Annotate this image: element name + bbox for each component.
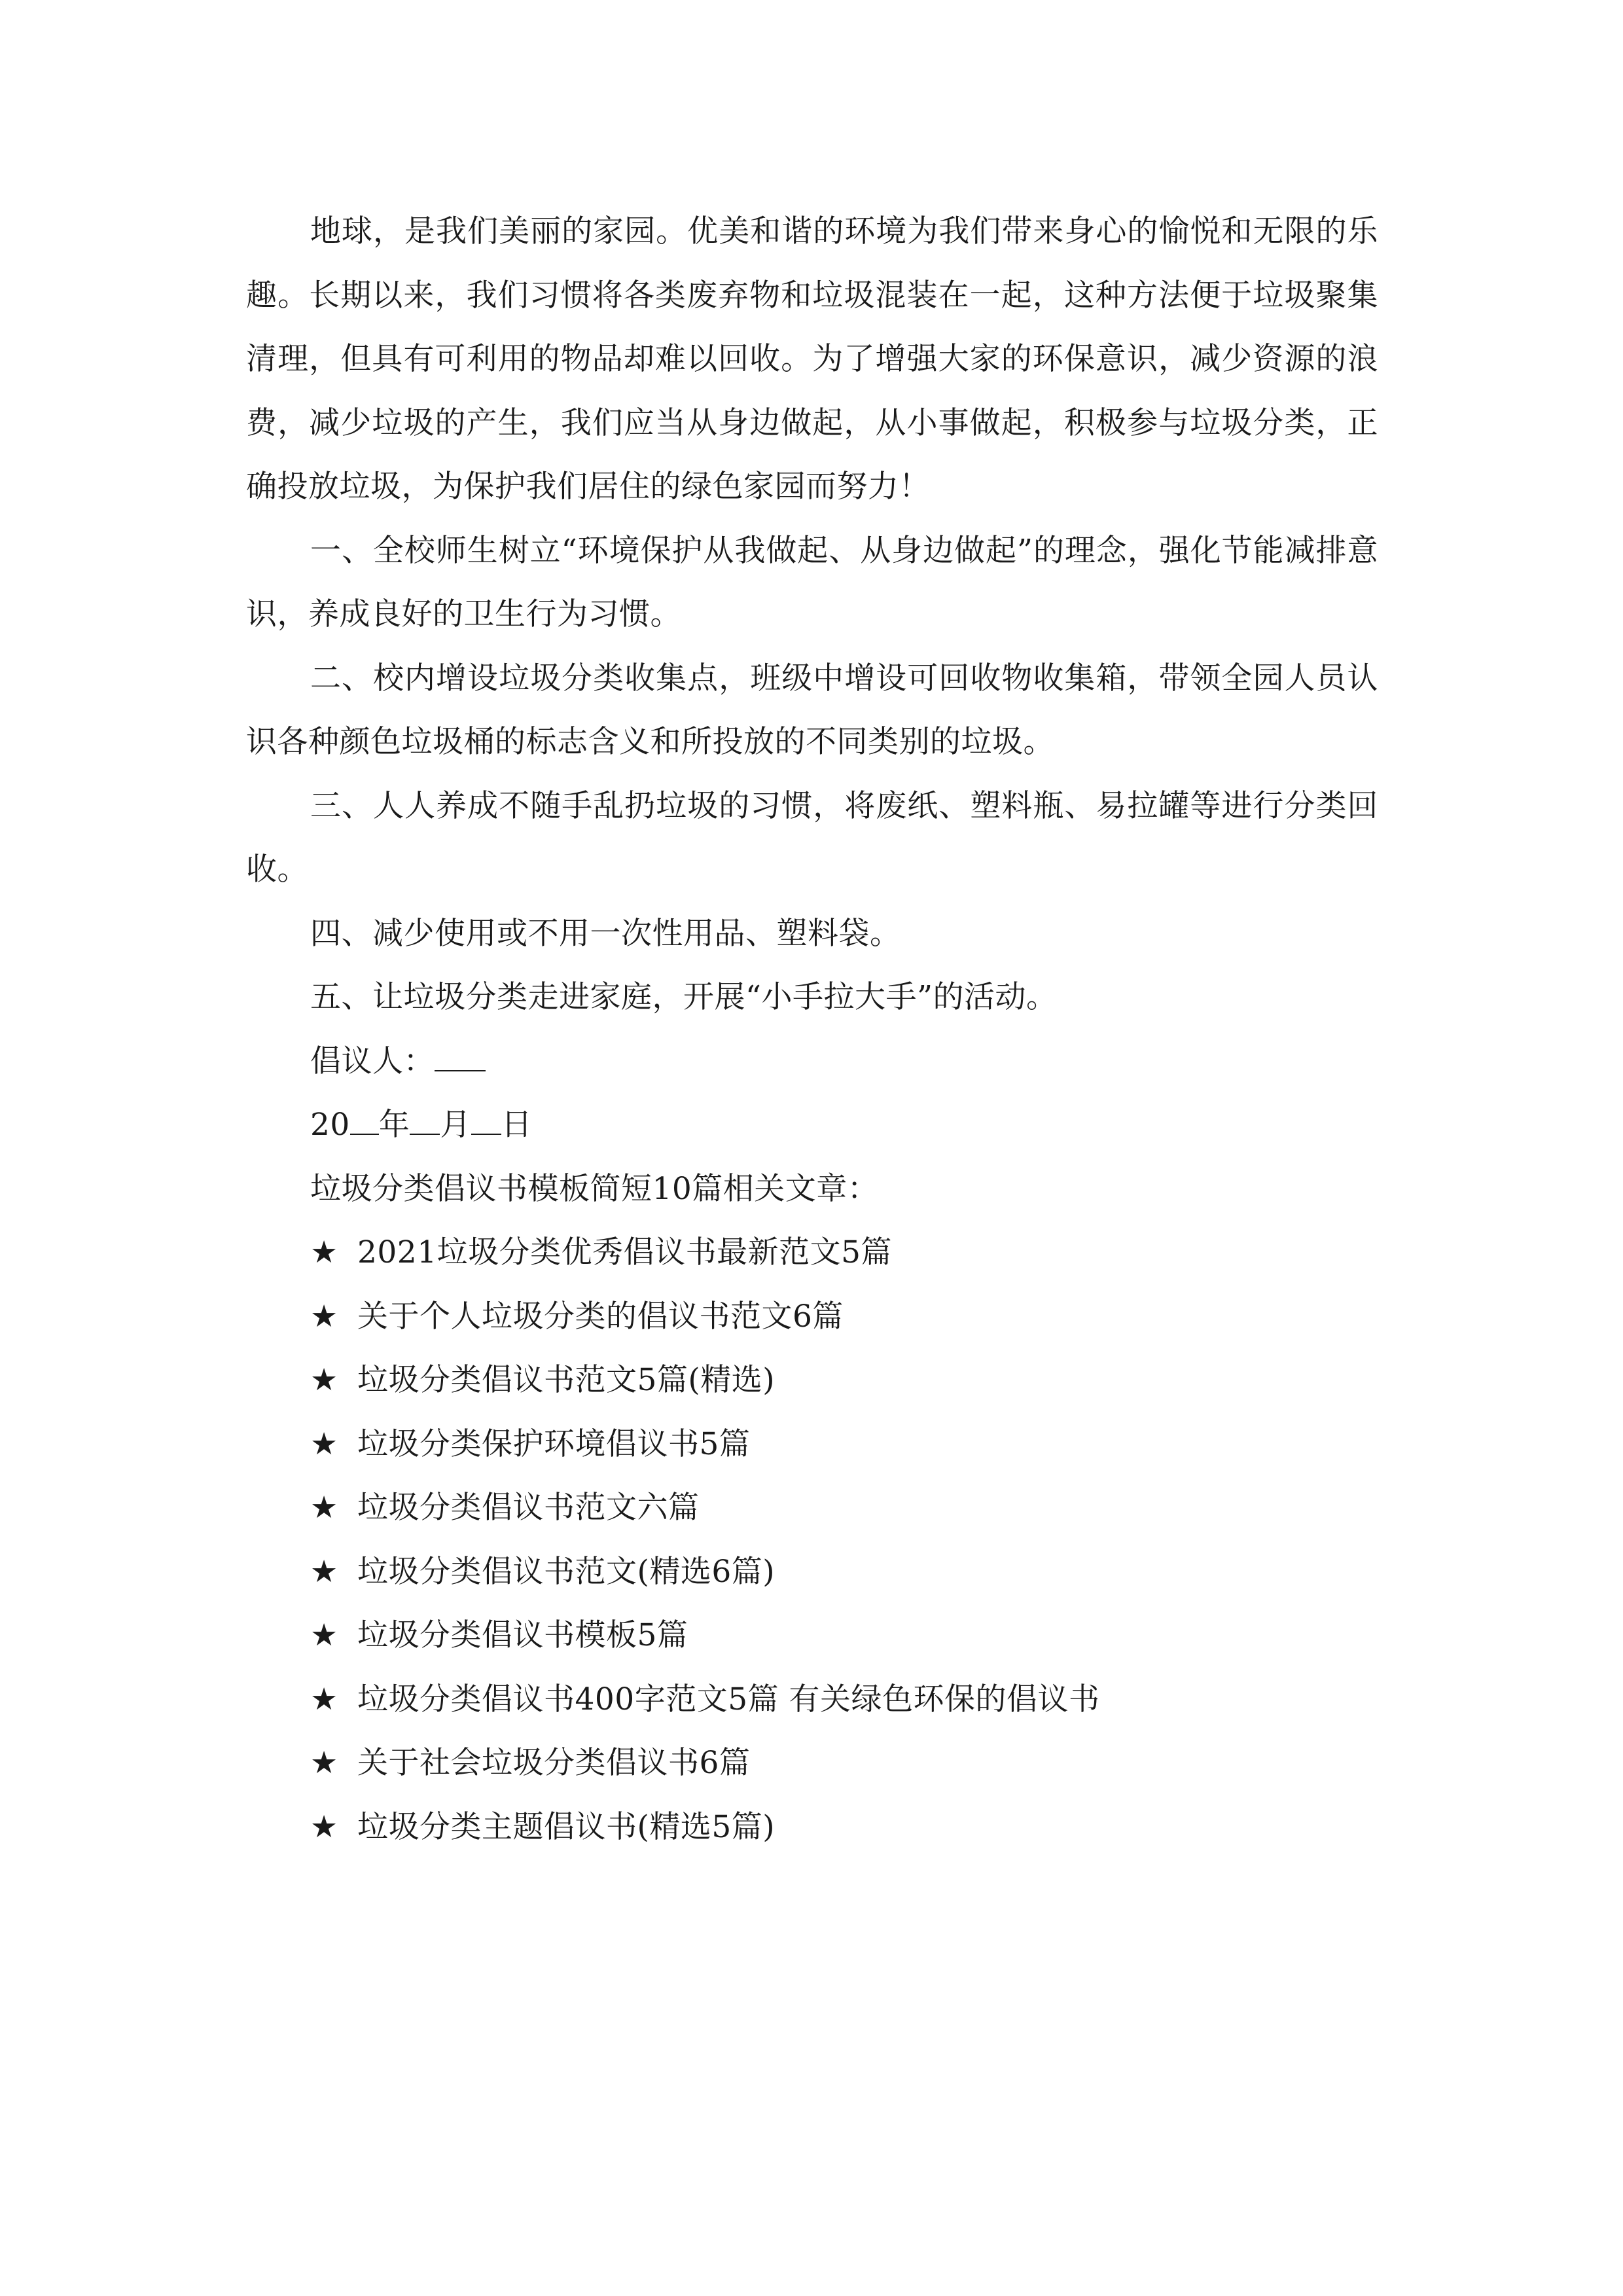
- date-prefix: 20: [310, 1107, 350, 1143]
- star-icon: ★: [310, 1617, 338, 1653]
- star-icon: ★: [310, 1553, 338, 1590]
- proposal-item-1: 一、全校师生树立“环境保护从我做起、从身边做起”的理念，强化节能减排意识，养成良好的卫生行为习惯。: [246, 532, 1378, 632]
- related-heading: 垃圾分类倡议书模板简短10篇相关文章：: [310, 1170, 879, 1207]
- related-article-title: 垃圾分类倡议书400字范文5篇 有关绿色环保的倡议书: [357, 1681, 1100, 1717]
- day-blank: [471, 1102, 501, 1135]
- signer-label: 倡议人：: [310, 1043, 435, 1079]
- star-icon: ★: [310, 1490, 338, 1526]
- related-article-link[interactable]: [246, 1795, 1378, 1859]
- related-article-link[interactable]: [246, 1668, 1378, 1732]
- related-article-link[interactable]: [246, 1540, 1378, 1604]
- proposal-item-4: 四、减少使用或不用一次性用品、塑料袋。: [310, 915, 901, 952]
- star-icon: ★: [310, 1234, 338, 1270]
- month-blank: [410, 1102, 440, 1135]
- related-article-link[interactable]: [246, 1731, 1378, 1795]
- date-line: [246, 1093, 1378, 1157]
- proposal-item-2: 二、校内增设垃圾分类收集点，班级中增设可回收物收集箱，带领全园人员认识各种颜色垃圾桶的标志含义和所投放的不同类别的垃圾。: [246, 660, 1378, 760]
- star-icon: ★: [310, 1362, 338, 1398]
- related-articles-list: [246, 1221, 1378, 1859]
- star-icon: ★: [310, 1298, 338, 1335]
- related-article-link[interactable]: [246, 1476, 1378, 1540]
- related-article-title: 关于个人垃圾分类的倡议书范文6篇: [357, 1298, 844, 1335]
- related-article-link[interactable]: [246, 1412, 1378, 1477]
- related-article-link[interactable]: [246, 1221, 1378, 1285]
- year-blank: [350, 1102, 379, 1135]
- proposal-item-3: 三、人人养成不随手乱扔垃圾的习惯，将废纸、塑料瓶、易拉罐等进行分类回收。: [246, 787, 1378, 888]
- signer-line: [246, 1030, 1378, 1094]
- related-article-title: 垃圾分类保护环境倡议书5篇: [357, 1426, 751, 1462]
- related-article-title: 2021垃圾分类优秀倡议书最新范文5篇: [357, 1234, 893, 1270]
- date-day-label: 日: [501, 1107, 533, 1143]
- star-icon: ★: [310, 1808, 338, 1845]
- related-article-title: 垃圾分类倡议书范文(精选6篇): [357, 1553, 776, 1590]
- related-article-title: 关于社会垃圾分类倡议书6篇: [357, 1745, 751, 1781]
- star-icon: ★: [310, 1681, 338, 1717]
- related-article-title: 垃圾分类倡议书模板5篇: [357, 1617, 688, 1653]
- star-icon: ★: [310, 1745, 338, 1781]
- related-article-link[interactable]: [246, 1348, 1378, 1412]
- related-article-title: 垃圾分类主题倡议书(精选5篇): [357, 1808, 776, 1845]
- signer-blank: [435, 1039, 486, 1071]
- related-article-link[interactable]: [246, 1604, 1378, 1668]
- date-month-label: 月: [440, 1107, 471, 1143]
- proposal-item-5: 五、让垃圾分类走进家庭，开展“小手拉大手”的活动。: [310, 979, 1058, 1015]
- star-icon: ★: [310, 1426, 338, 1462]
- intro-paragraph: 地球，是我们美丽的家园。优美和谐的环境为我们带来身心的愉悦和无限的乐趣。长期以来，我们习惯将各类废弃物和垃圾混装在一起，这种方法便于垃圾聚集清理，但具有可利用的物品却难以回收。为了增强大家的环保意识，减少资源的浪费，减少垃圾的产生，我们应当从身边做起，从小事做起，积极参与垃圾分类，正确投放垃圾，为保护我们居住的绿色家园而努力！: [246, 213, 1378, 505]
- related-article-title: 垃圾分类倡议书范文六篇: [357, 1490, 700, 1526]
- date-year-label: 年: [378, 1107, 410, 1143]
- document-body: [246, 200, 1378, 1859]
- related-article-link[interactable]: [246, 1285, 1378, 1349]
- related-article-title: 垃圾分类倡议书范文5篇(精选): [357, 1362, 776, 1398]
